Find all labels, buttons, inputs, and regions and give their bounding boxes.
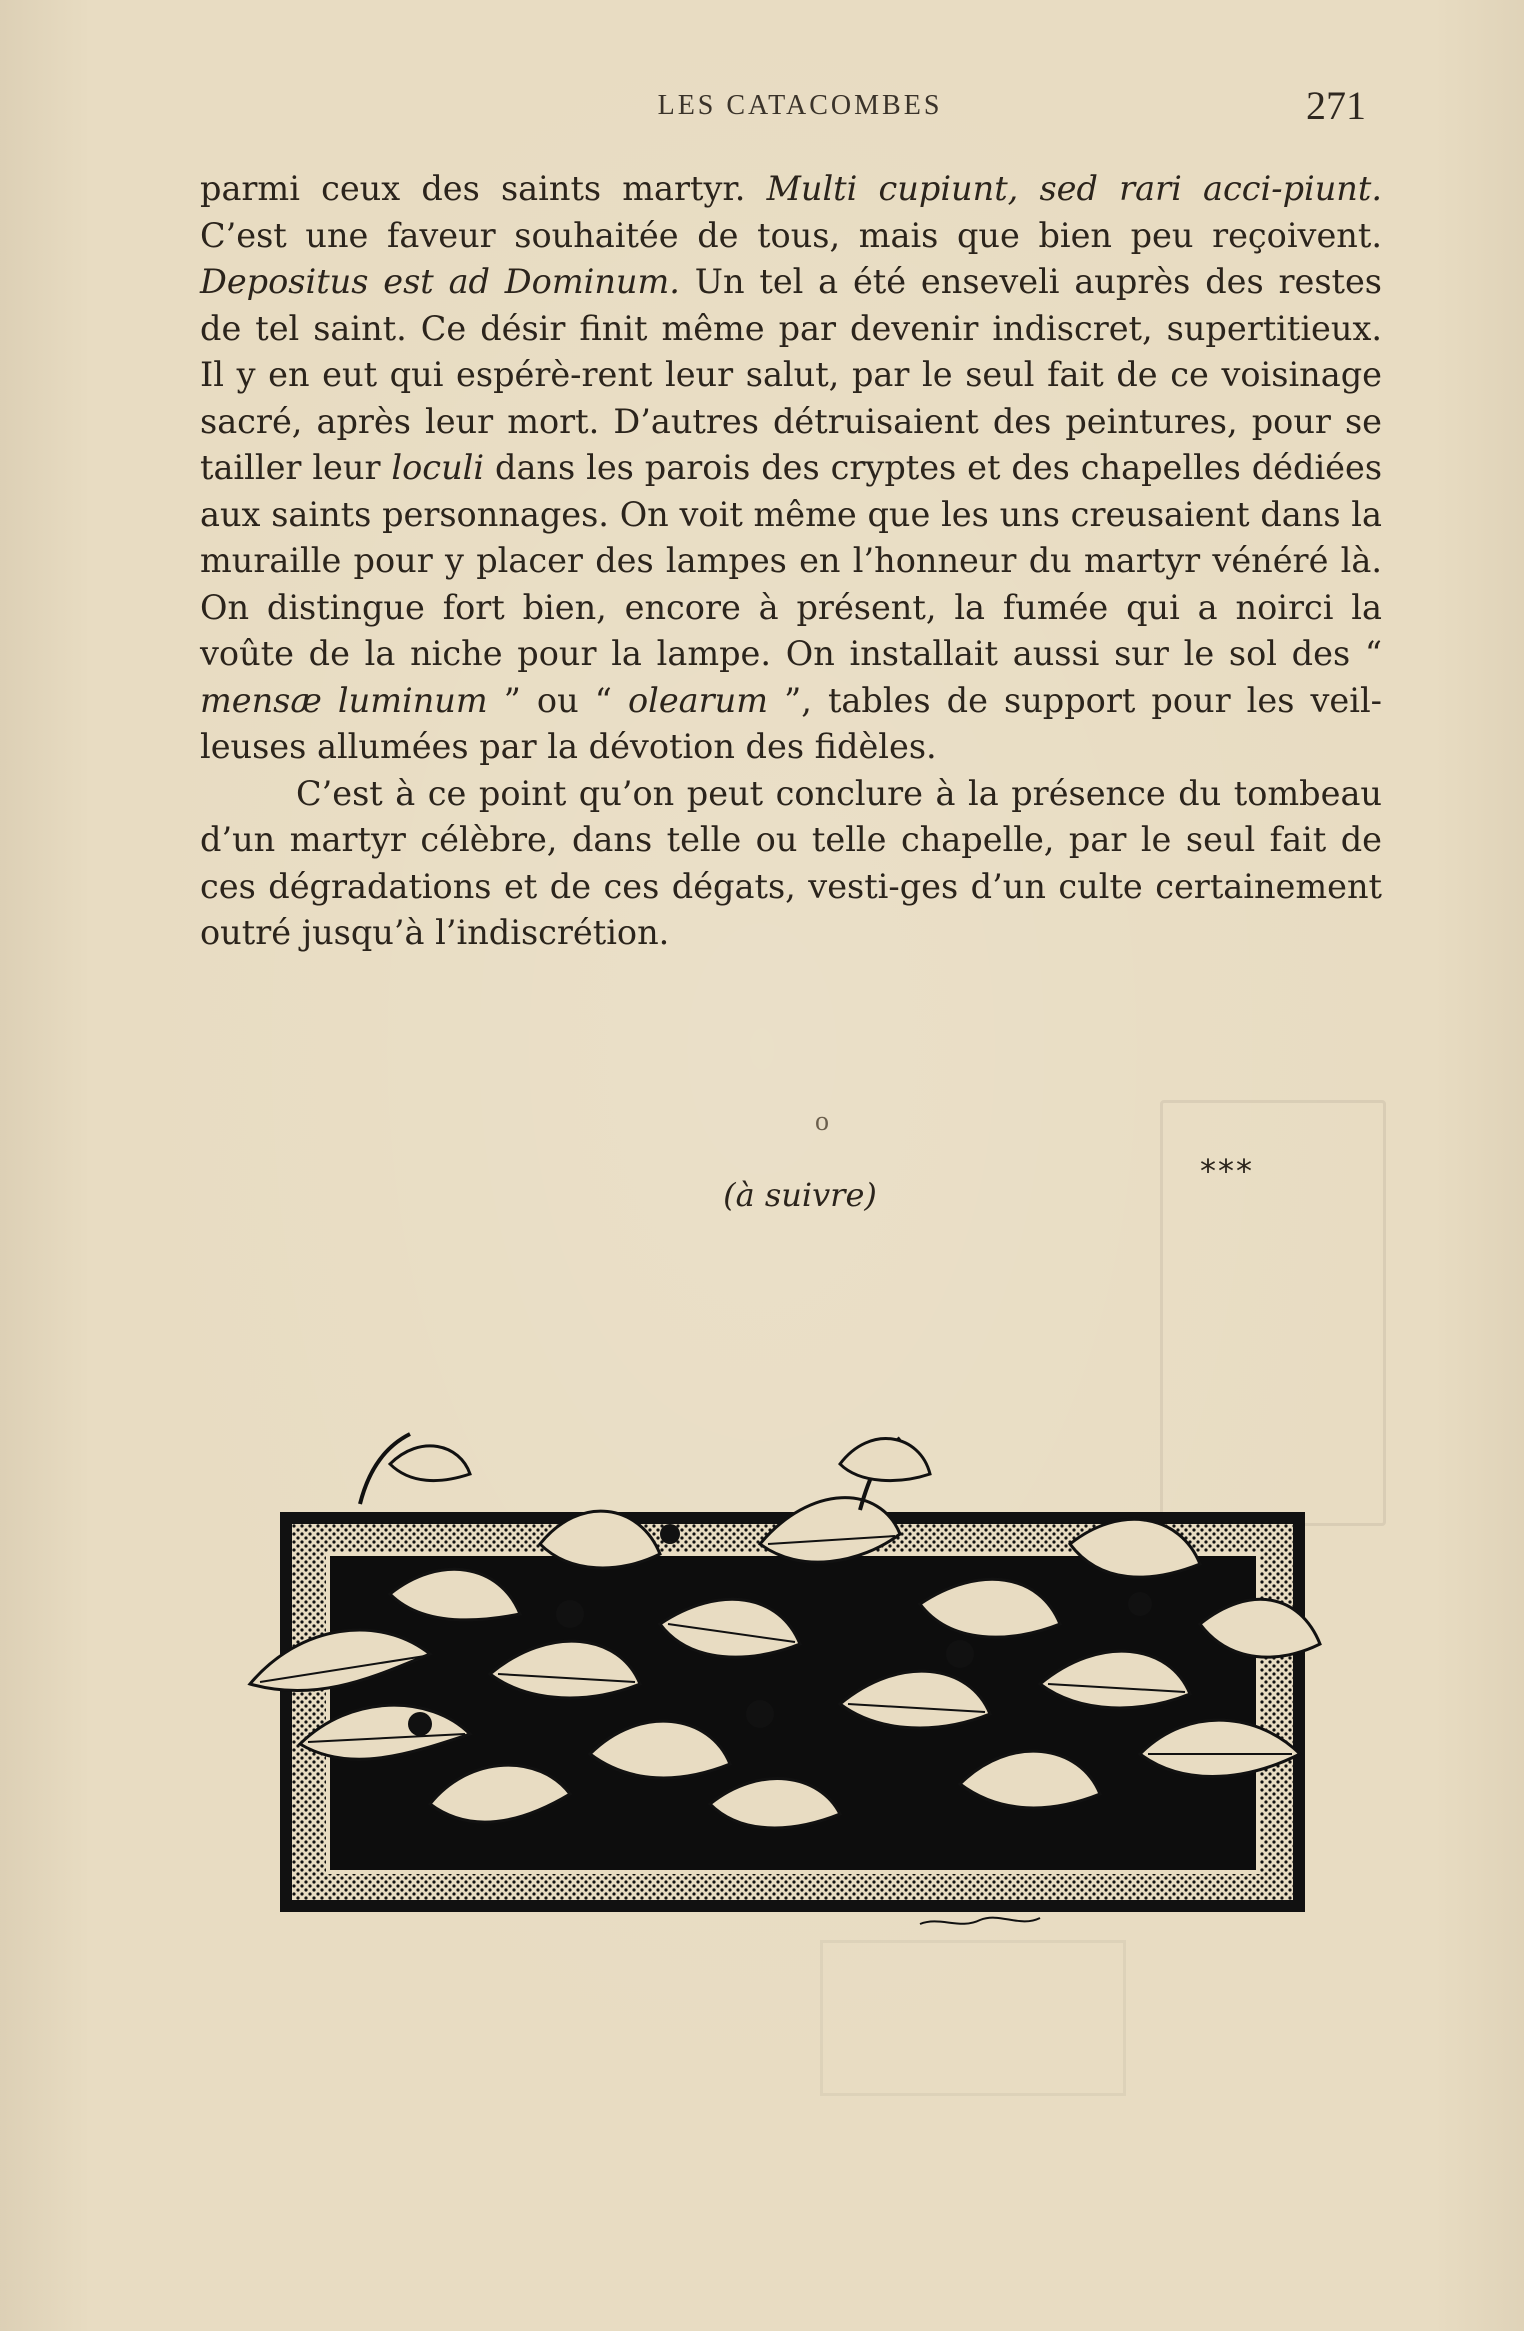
- to-be-continued: (à suivre): [723, 1176, 877, 1214]
- running-title: LES CATACOMBES: [657, 90, 943, 121]
- latin-term: mensæ luminum: [200, 680, 488, 720]
- show-through-mark: [820, 1940, 1126, 2096]
- latin-phrase: Depositus est ad Dominum.: [200, 262, 680, 301]
- text-run: dans les parois des cryptes et des chapelles dédiées aux saints personnages. On voit même que les uns creusaient dans la muraille pour y placer des lampes en l’honneur du martyr vénéré là. On distingue fort bien, encore à présent, la fumée qui a noirci la voûte de la niche pour la lampe. On installait aussi sur le sol des “: [200, 448, 1383, 673]
- paragraph-2: C’est à ce point qu’on peut conclure à la présence du tombeau d’un martyr célèbre, dans telle ou telle chapelle, par le seul fait de ces dégradations et de ces dégats, vesti-ges d’un culte certainement outré jusqu’à l’indiscrétion.: [200, 773, 1382, 952]
- floral-vignette-icon: [240, 1424, 1330, 1944]
- text-run: Un tel a été enseveli auprès des restes de tel saint. Ce désir finit même par devenir indiscret, supertitieux. Il y en eut qui espérè-rent leur salut, par le seul fait de ce voisinage sacré, après leur mort. D’autres détruisaient des peintures, pour se tailler leur: [200, 262, 1382, 487]
- latin-term: olearum: [627, 680, 769, 720]
- text-run: parmi ceux des saints martyr.: [200, 169, 767, 208]
- paragraph-1: [200, 166, 1382, 771]
- latin-term: loculi: [391, 448, 485, 487]
- end-marks: [0, 1090, 1524, 1250]
- body-text: [200, 166, 1382, 957]
- text-run: ” ou “: [487, 680, 628, 720]
- running-head: [0, 82, 1524, 142]
- text-run: ”, tables de support pour les veil-leuses allumées par la dévotion des fidèles.: [200, 680, 1382, 766]
- small-circle-mark: o: [815, 1106, 829, 1137]
- page-number: 271: [1306, 83, 1366, 128]
- asterism: ***: [1200, 1152, 1254, 1190]
- latin-phrase: Multi cupiunt, sed rari acci-piunt.: [766, 169, 1382, 208]
- text-run: C’est une faveur souhaitée de tous, mais que bien peu reçoivent.: [200, 215, 1382, 255]
